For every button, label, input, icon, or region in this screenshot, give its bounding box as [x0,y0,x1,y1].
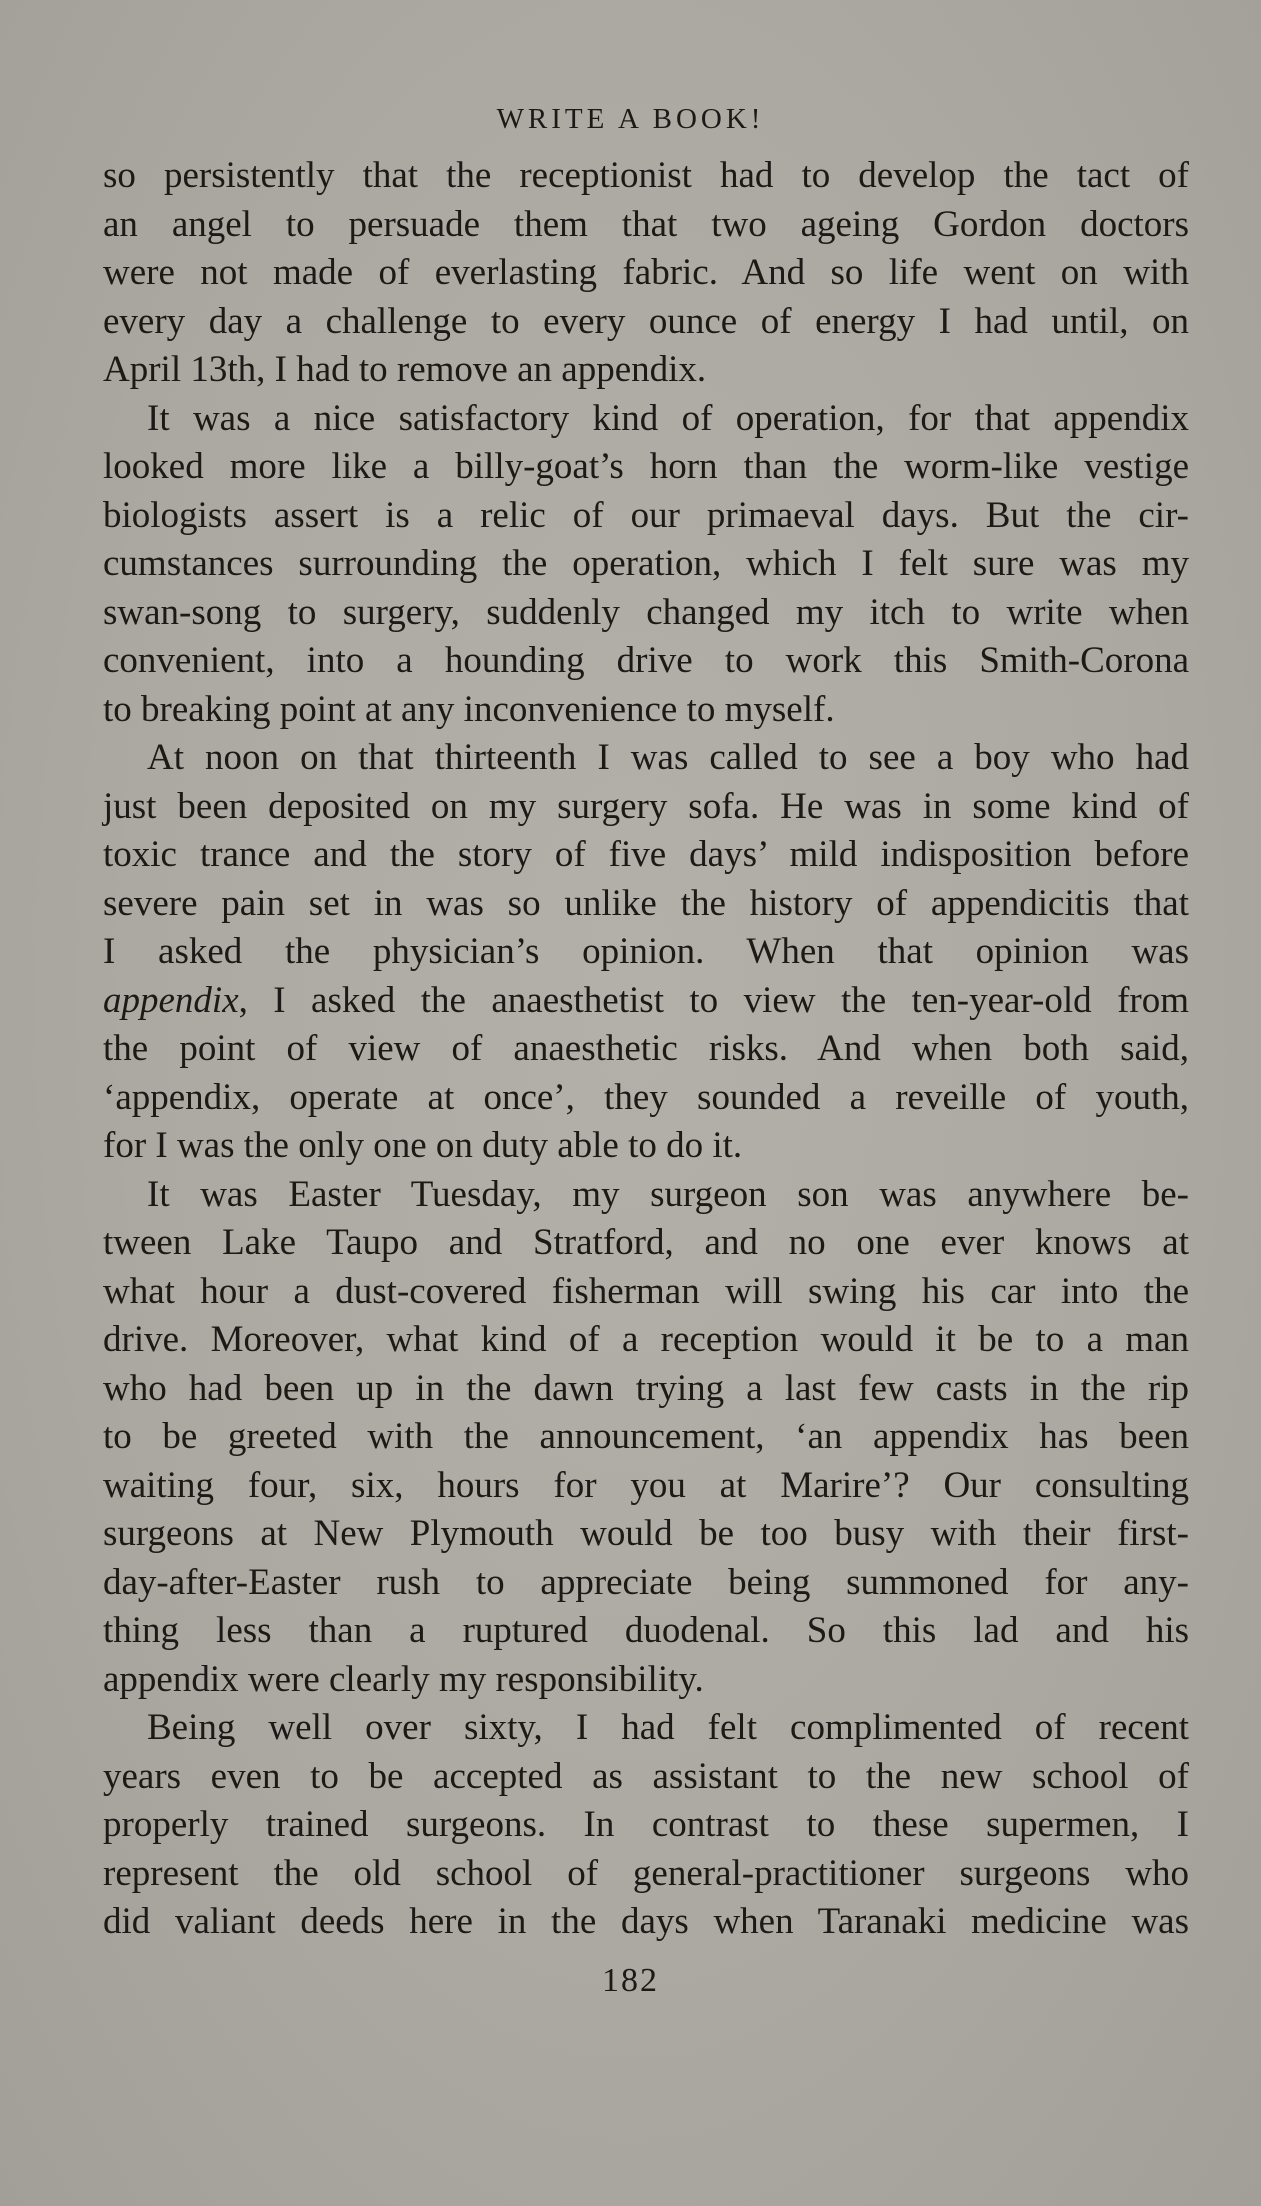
text-line: who had been up in the dawn trying a last few casts in the rip [103,1367,1189,1409]
text-line: what hour a dust-covered fisherman will swing his car into the [103,1270,1189,1312]
page-number: 182 [602,1962,659,1999]
text-line: properly trained surgeons. In contrast to these supermen, I [103,1804,1189,1845]
paragraph [103,1171,1189,1705]
text-line: every day a challenge to every ounce of energy I had until, on [103,300,1189,342]
body-text [103,152,1189,1947]
text-line: the point of view of anaesthetic risks. And when both said, [103,1028,1189,1069]
text-line: ‘appendix, operate at once’, they sounded a reveille of youth, [103,1076,1189,1118]
text-line: were not made of everlasting fabric. And so life went on with [103,252,1189,293]
text-line: April 13th, I had to remove an appendix. [103,349,707,390]
text-line: to be greeted with the announcement, ‘an appendix has been [103,1416,1189,1457]
text-line: appendix were clearly my responsibility. [103,1658,704,1700]
text-line: tween Lake Taupo and Stratford, and no one ever knows at [103,1222,1189,1263]
text-line: It was Easter Tuesday, my surgeon son was anywhere be- [147,1173,1189,1215]
paragraph [103,734,1189,1171]
text-line: an angel to persuade them that two ageing Gordon doctors [103,203,1189,245]
text-line: drive. Moreover, what kind of a reception would it be to a man [103,1319,1189,1360]
text-line: waiting four, six, hours for you at Marire’? Our consulting [103,1464,1189,1506]
text-line: to breaking point at any inconvenience to myself. [103,688,835,730]
text-line: for I was the only one on duty able to do it. [103,1125,743,1166]
italic-word: appendix [103,979,239,1021]
text-line: so persistently that the receptionist had to develop the tact of [103,155,1189,196]
text-line: surgeons at New Plymouth would be too busy with their first- [103,1513,1189,1554]
paragraph [103,395,1189,735]
paragraph [103,1704,1189,1947]
running-head: WRITE A BOOK! [496,103,765,135]
text-line: swan-song to surgery, suddenly changed my itch to write when [103,591,1189,633]
text-line: did valiant deeds here in the days when Taranaki medicine was [103,1901,1189,1942]
text-line: years even to be accepted as assistant to the new school of [103,1755,1189,1797]
text-line: Being well over sixty, I had felt complimented of recent [147,1707,1189,1748]
text-line: thing less than a ruptured duodenal. So this lad and his [103,1610,1189,1651]
text-line: biologists assert is a relic of our primaeval days. But the cir- [103,494,1189,536]
paragraph [103,152,1189,395]
text-line: day-after-Easter rush to appreciate being summoned for any- [103,1561,1189,1603]
text-line: cumstances surrounding the operation, which I felt sure was my [103,543,1189,584]
text-line: I asked the physician’s opinion. When that opinion was [103,931,1189,972]
text-line: toxic trance and the story of five days’ mild indisposition before [103,834,1189,875]
text-line: represent the old school of general-practitioner surgeons who [103,1852,1189,1894]
text-line: just been deposited on my surgery sofa. He was in some kind of [103,785,1189,827]
text-line: At noon on that thirteenth I was called to see a boy who had [147,737,1189,778]
text-line: looked more like a billy-goat’s horn than the worm-like vestige [103,446,1189,487]
text-line: It was a nice satisfactory kind of operation, for that appendix [147,397,1189,439]
text-line: appendix, I asked the anaesthetist to view the ten-year-old from [103,979,1189,1021]
text-line: convenient, into a hounding drive to work this Smith-Corona [103,640,1189,681]
text-line: severe pain set in was so unlike the history of appendicitis that [103,882,1189,924]
